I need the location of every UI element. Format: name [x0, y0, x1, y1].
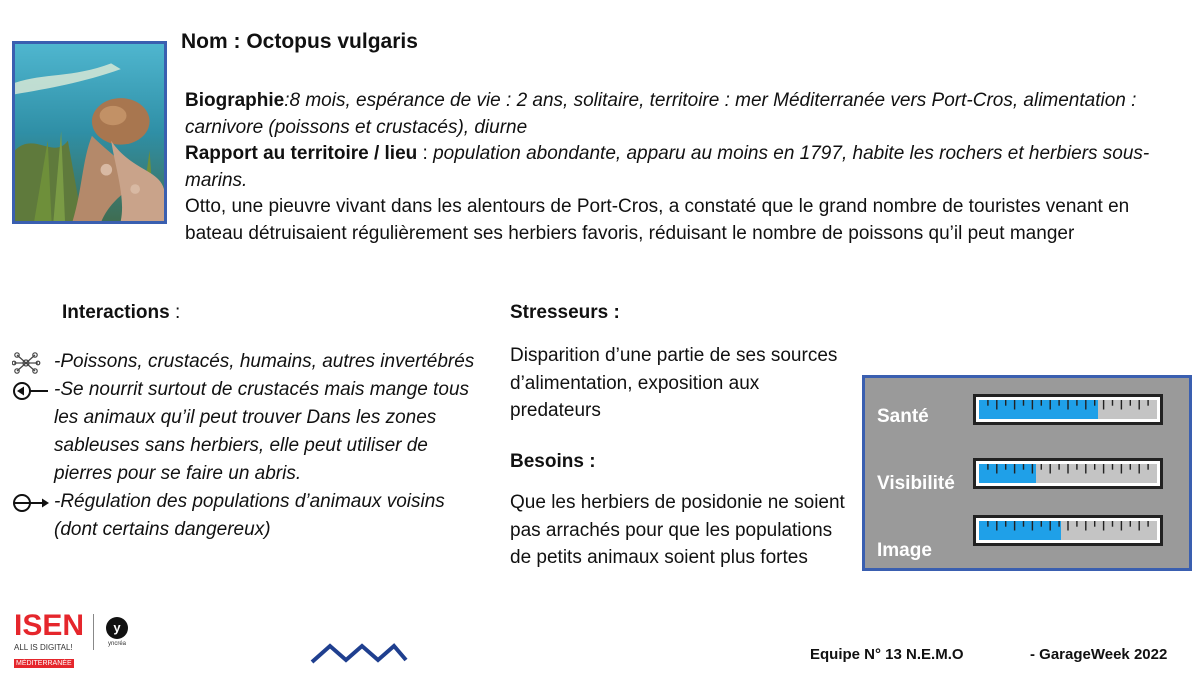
footer-event: - GarageWeek 2022 — [1030, 646, 1168, 663]
interaction-item — [12, 488, 482, 544]
name-label: Nom : — [181, 30, 241, 53]
besoins-heading: Besoins : — [510, 451, 596, 472]
stats-panel — [862, 375, 1192, 571]
story-text: Otto, une pieuvre vivant dans les alentours de Port-Cros, a constaté que le grand nombre de touristes venant en bateau détruisaient régulièrement ses herbiers favoris, réduisant le nombre de poissons qu’il peut manger — [185, 196, 1130, 244]
footer-team: Equipe N° 13 N.E.M.O — [810, 646, 964, 663]
biographie-label: Biographie — [185, 90, 285, 111]
interactions-heading — [62, 302, 180, 324]
species-name — [181, 30, 418, 54]
yncrea-label: yncréa — [107, 641, 126, 647]
stat-label-sante: Santé — [877, 406, 929, 427]
stresseurs-heading: Stresseurs : — [510, 302, 620, 323]
gauge-sante — [973, 394, 1163, 425]
octopus-photo — [12, 41, 167, 224]
rapport-line — [185, 141, 1185, 194]
gauge-visibilite — [973, 458, 1163, 489]
gauge-image — [973, 515, 1163, 546]
gauge-track — [979, 521, 1157, 540]
interaction-text: -Poissons, crustacés, humains, autres invertébrés — [54, 351, 475, 372]
gauge-track — [979, 464, 1157, 483]
isen-tagline: ALL IS DIGITAL! — [14, 643, 73, 652]
biographie-text: :8 mois, espérance de vie : 2 ans, solitaire, territoire : mer Méditerranée vers Port-Cros, alimentation : carnivore (poissons et crustacés), diurne — [185, 90, 1137, 138]
name-value: Octopus vulgaris — [246, 30, 418, 53]
stresseurs-text: Disparition d’une partie de ses sources d’alimentation, exposition aux predateurs — [510, 345, 838, 421]
rapport-text: population abondante, apparu au moins en 1797, habite les rochers et herbiers sous-marins. — [185, 143, 1150, 191]
yncrea-mark: y — [106, 617, 128, 639]
arrow-in-icon — [12, 378, 50, 404]
interaction-text: -Régulation des populations d’animaux voisins (dont certains dangereux) — [54, 491, 445, 540]
network-icon — [12, 350, 50, 376]
stat-label-image: Image — [877, 540, 932, 561]
interaction-item — [12, 348, 482, 376]
isen-logo — [14, 609, 86, 667]
rapport-sep: : — [417, 143, 434, 164]
isen-region: MÉDITERRANÉE — [16, 660, 72, 667]
waves-logo-icon — [310, 640, 408, 666]
arrow-out-icon — [12, 490, 50, 516]
yncrea-logo — [103, 617, 131, 651]
logo-divider — [93, 614, 94, 650]
interactions-list — [12, 348, 482, 544]
rapport-label: Rapport au territoire / lieu — [185, 143, 418, 164]
besoins-text: Que les herbiers de posidonie ne soient pas arrachés pour que les populations de petits animaux soient plus fortes — [510, 492, 845, 568]
stat-label-visibilite: Visibilité — [877, 473, 955, 494]
biography-block — [185, 88, 1185, 247]
interaction-text: -Se nourrit surtout de crustacés mais mange tous les animaux qu’il peut trouver Dans les zones sableuses sans herbiers, elle peut utiliser de pierres pour se faire un abris. — [54, 379, 470, 484]
isen-wordmark: ISEN — [14, 609, 85, 642]
gauge-ticks — [979, 464, 1157, 483]
gauge-track — [979, 400, 1157, 419]
gauge-ticks — [979, 521, 1157, 540]
interactions-colon: : — [169, 302, 181, 323]
interaction-item — [12, 376, 482, 488]
gauge-ticks — [979, 400, 1157, 419]
biographie-line — [185, 88, 1185, 141]
interactions-label: Interactions — [62, 302, 170, 323]
